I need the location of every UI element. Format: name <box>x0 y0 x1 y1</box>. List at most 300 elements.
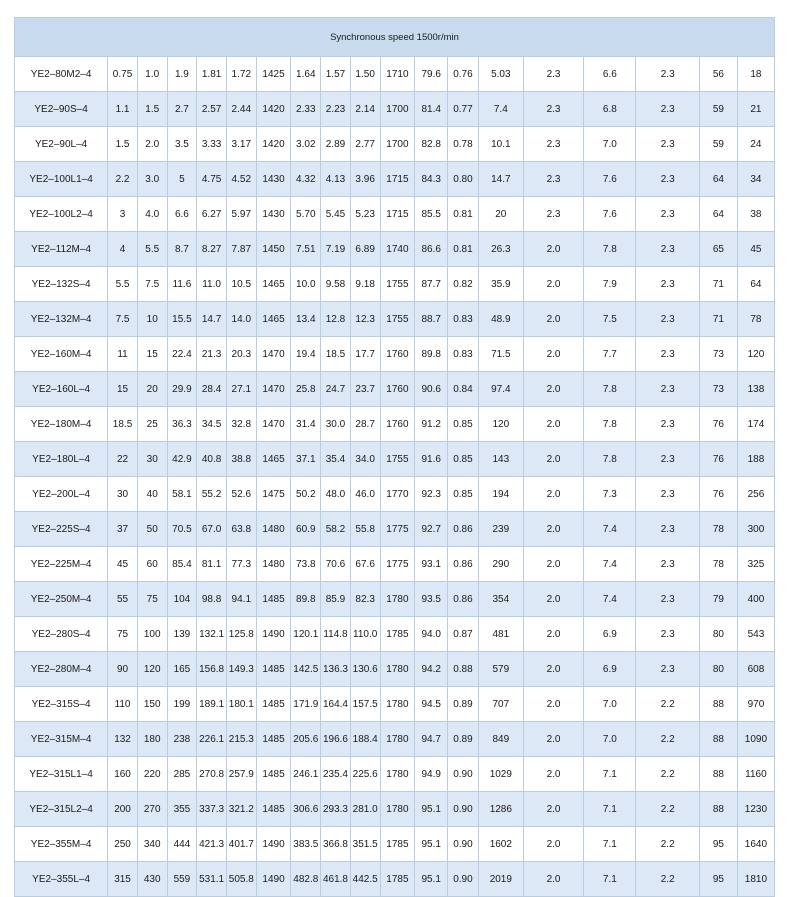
value-cell: 63.8 <box>226 512 256 547</box>
value-cell: 0.83 <box>448 302 479 337</box>
value-cell: 0.80 <box>448 162 479 197</box>
value-cell: 93.1 <box>415 547 448 582</box>
value-cell: 64 <box>699 162 737 197</box>
model-cell: YE2–280S–4 <box>15 617 108 652</box>
value-cell: 94.2 <box>415 652 448 687</box>
value-cell: 0.83 <box>448 337 479 372</box>
value-cell: 139 <box>167 617 197 652</box>
value-cell: 1450 <box>256 232 291 267</box>
value-cell: 71 <box>699 302 737 337</box>
value-cell: 1.72 <box>226 57 256 92</box>
value-cell: 2.3 <box>636 547 699 582</box>
table-row <box>15 302 775 337</box>
value-cell: 7.6 <box>584 197 636 232</box>
value-cell: 136.3 <box>321 652 351 687</box>
value-cell: 0.82 <box>448 267 479 302</box>
value-cell: 849 <box>478 722 523 757</box>
value-cell: 2.0 <box>523 582 583 617</box>
value-cell: 2.0 <box>523 617 583 652</box>
value-cell: 160 <box>108 757 138 792</box>
table-title: Synchronous speed 1500r/min <box>15 18 775 57</box>
value-cell: 1286 <box>478 792 523 827</box>
value-cell: 84.3 <box>415 162 448 197</box>
value-cell: 23.7 <box>350 372 380 407</box>
value-cell: 1470 <box>256 407 291 442</box>
table-row <box>15 757 775 792</box>
value-cell: 0.85 <box>448 477 479 512</box>
value-cell: 0.89 <box>448 722 479 757</box>
value-cell: 130.6 <box>350 652 380 687</box>
value-cell: 2.2 <box>108 162 138 197</box>
value-cell: 0.85 <box>448 407 479 442</box>
value-cell: 89.8 <box>415 337 448 372</box>
value-cell: 1810 <box>737 862 774 897</box>
model-cell: YE2–90S–4 <box>15 92 108 127</box>
value-cell: 1710 <box>380 57 415 92</box>
value-cell: 71.5 <box>478 337 523 372</box>
value-cell: 2.3 <box>636 582 699 617</box>
value-cell: 37.1 <box>291 442 321 477</box>
value-cell: 531.1 <box>197 862 227 897</box>
model-cell: YE2–90L–4 <box>15 127 108 162</box>
value-cell: 35.4 <box>321 442 351 477</box>
value-cell: 0.78 <box>448 127 479 162</box>
value-cell: 82.3 <box>350 582 380 617</box>
value-cell: 132.1 <box>197 617 227 652</box>
value-cell: 0.89 <box>448 687 479 722</box>
value-cell: 174 <box>737 407 774 442</box>
value-cell: 42.9 <box>167 442 197 477</box>
value-cell: 2.0 <box>523 512 583 547</box>
value-cell: 0.86 <box>448 512 479 547</box>
value-cell: 94.5 <box>415 687 448 722</box>
value-cell: 37 <box>108 512 138 547</box>
value-cell: 2.3 <box>636 477 699 512</box>
value-cell: 355 <box>167 792 197 827</box>
value-cell: 205.6 <box>291 722 321 757</box>
value-cell: 1485 <box>256 757 291 792</box>
value-cell: 1755 <box>380 442 415 477</box>
value-cell: 0.84 <box>448 372 479 407</box>
table-row <box>15 652 775 687</box>
value-cell: 143 <box>478 442 523 477</box>
table-row <box>15 232 775 267</box>
value-cell: 20.3 <box>226 337 256 372</box>
value-cell: 306.6 <box>291 792 321 827</box>
value-cell: 2.3 <box>636 232 699 267</box>
value-cell: 94.7 <box>415 722 448 757</box>
value-cell: 34.5 <box>197 407 227 442</box>
value-cell: 60.9 <box>291 512 321 547</box>
value-cell: 4.32 <box>291 162 321 197</box>
value-cell: 120 <box>737 337 774 372</box>
value-cell: 1715 <box>380 162 415 197</box>
table-row <box>15 162 775 197</box>
table-row <box>15 267 775 302</box>
value-cell: 1785 <box>380 862 415 897</box>
value-cell: 7.6 <box>584 162 636 197</box>
value-cell: 7.87 <box>226 232 256 267</box>
value-cell: 354 <box>478 582 523 617</box>
value-cell: 1785 <box>380 617 415 652</box>
value-cell: 6.9 <box>584 652 636 687</box>
value-cell: 7.7 <box>584 337 636 372</box>
value-cell: 5.03 <box>478 57 523 92</box>
table-body <box>15 57 775 897</box>
value-cell: 290 <box>478 547 523 582</box>
value-cell: 22 <box>108 442 138 477</box>
value-cell: 7.51 <box>291 232 321 267</box>
value-cell: 80 <box>699 652 737 687</box>
table-row <box>15 407 775 442</box>
value-cell: 2.3 <box>636 57 699 92</box>
value-cell: 196.6 <box>321 722 351 757</box>
value-cell: 2.3 <box>636 407 699 442</box>
value-cell: 58.2 <box>321 512 351 547</box>
value-cell: 14.7 <box>197 302 227 337</box>
model-cell: YE2–180M–4 <box>15 407 108 442</box>
value-cell: 1090 <box>737 722 774 757</box>
value-cell: 65 <box>699 232 737 267</box>
value-cell: 2.3 <box>636 127 699 162</box>
value-cell: 366.8 <box>321 827 351 862</box>
value-cell: 3 <box>108 197 138 232</box>
value-cell: 238 <box>167 722 197 757</box>
value-cell: 52.6 <box>226 477 256 512</box>
value-cell: 14.7 <box>478 162 523 197</box>
value-cell: 0.90 <box>448 862 479 897</box>
value-cell: 1760 <box>380 337 415 372</box>
value-cell: 481 <box>478 617 523 652</box>
value-cell: 91.6 <box>415 442 448 477</box>
value-cell: 2.0 <box>523 337 583 372</box>
value-cell: 281.0 <box>350 792 380 827</box>
table-row <box>15 862 775 897</box>
value-cell: 80 <box>699 617 737 652</box>
value-cell: 2.2 <box>636 862 699 897</box>
value-cell: 1780 <box>380 582 415 617</box>
value-cell: 125.8 <box>226 617 256 652</box>
value-cell: 325 <box>737 547 774 582</box>
value-cell: 92.3 <box>415 477 448 512</box>
value-cell: 7.1 <box>584 792 636 827</box>
value-cell: 2.3 <box>636 372 699 407</box>
value-cell: 7.5 <box>137 267 167 302</box>
value-cell: 165 <box>167 652 197 687</box>
value-cell: 142.5 <box>291 652 321 687</box>
value-cell: 75 <box>137 582 167 617</box>
value-cell: 194 <box>478 477 523 512</box>
value-cell: 505.8 <box>226 862 256 897</box>
value-cell: 149.3 <box>226 652 256 687</box>
value-cell: 95.1 <box>415 827 448 862</box>
value-cell: 2019 <box>478 862 523 897</box>
value-cell: 7.8 <box>584 232 636 267</box>
value-cell: 180.1 <box>226 687 256 722</box>
value-cell: 73.8 <box>291 547 321 582</box>
value-cell: 1760 <box>380 407 415 442</box>
value-cell: 97.4 <box>478 372 523 407</box>
value-cell: 7.4 <box>478 92 523 127</box>
value-cell: 9.58 <box>321 267 351 302</box>
value-cell: 10.0 <box>291 267 321 302</box>
value-cell: 1780 <box>380 757 415 792</box>
value-cell: 64 <box>737 267 774 302</box>
value-cell: 1485 <box>256 652 291 687</box>
value-cell: 76 <box>699 477 737 512</box>
table-row <box>15 512 775 547</box>
table-row <box>15 477 775 512</box>
value-cell: 970 <box>737 687 774 722</box>
value-cell: 0.81 <box>448 197 479 232</box>
value-cell: 59 <box>699 92 737 127</box>
value-cell: 2.23 <box>321 92 351 127</box>
value-cell: 50.2 <box>291 477 321 512</box>
value-cell: 156.8 <box>197 652 227 687</box>
value-cell: 104 <box>167 582 197 617</box>
value-cell: 1.5 <box>108 127 138 162</box>
value-cell: 77.3 <box>226 547 256 582</box>
value-cell: 13.4 <box>291 302 321 337</box>
value-cell: 1490 <box>256 862 291 897</box>
value-cell: 7.1 <box>584 827 636 862</box>
value-cell: 200 <box>108 792 138 827</box>
value-cell: 608 <box>737 652 774 687</box>
value-cell: 2.77 <box>350 127 380 162</box>
value-cell: 351.5 <box>350 827 380 862</box>
value-cell: 4.52 <box>226 162 256 197</box>
value-cell: 2.0 <box>523 652 583 687</box>
value-cell: 45 <box>108 547 138 582</box>
value-cell: 5.70 <box>291 197 321 232</box>
value-cell: 2.0 <box>523 722 583 757</box>
value-cell: 337.3 <box>197 792 227 827</box>
value-cell: 94.1 <box>226 582 256 617</box>
model-cell: YE2–355M–4 <box>15 827 108 862</box>
value-cell: 235.4 <box>321 757 351 792</box>
value-cell: 1775 <box>380 547 415 582</box>
value-cell: 31.4 <box>291 407 321 442</box>
value-cell: 2.0 <box>523 792 583 827</box>
value-cell: 0.90 <box>448 792 479 827</box>
value-cell: 189.1 <box>197 687 227 722</box>
value-cell: 1490 <box>256 827 291 862</box>
value-cell: 6.6 <box>584 57 636 92</box>
value-cell: 3.33 <box>197 127 227 162</box>
model-cell: YE2–132M–4 <box>15 302 108 337</box>
value-cell: 215.3 <box>226 722 256 757</box>
value-cell: 257.9 <box>226 757 256 792</box>
value-cell: 7.1 <box>584 757 636 792</box>
value-cell: 0.90 <box>448 757 479 792</box>
table-row <box>15 547 775 582</box>
value-cell: 17.7 <box>350 337 380 372</box>
value-cell: 4 <box>108 232 138 267</box>
value-cell: 2.0 <box>523 372 583 407</box>
value-cell: 7.0 <box>584 127 636 162</box>
value-cell: 10.5 <box>226 267 256 302</box>
value-cell: 78 <box>699 547 737 582</box>
value-cell: 2.2 <box>636 792 699 827</box>
value-cell: 1230 <box>737 792 774 827</box>
value-cell: 79 <box>699 582 737 617</box>
table-row <box>15 792 775 827</box>
value-cell: 24 <box>737 127 774 162</box>
value-cell: 461.8 <box>321 862 351 897</box>
model-cell: YE2–315L1–4 <box>15 757 108 792</box>
value-cell: 1485 <box>256 792 291 827</box>
value-cell: 1420 <box>256 92 291 127</box>
value-cell: 1480 <box>256 512 291 547</box>
value-cell: 543 <box>737 617 774 652</box>
value-cell: 7.8 <box>584 372 636 407</box>
model-cell: YE2–80M2–4 <box>15 57 108 92</box>
value-cell: 48.0 <box>321 477 351 512</box>
value-cell: 95 <box>699 827 737 862</box>
value-cell: 1700 <box>380 127 415 162</box>
value-cell: 2.14 <box>350 92 380 127</box>
value-cell: 34 <box>737 162 774 197</box>
value-cell: 340 <box>137 827 167 862</box>
value-cell: 0.86 <box>448 547 479 582</box>
value-cell: 220 <box>137 757 167 792</box>
value-cell: 110 <box>108 687 138 722</box>
value-cell: 1465 <box>256 442 291 477</box>
table-row <box>15 582 775 617</box>
value-cell: 2.57 <box>197 92 227 127</box>
value-cell: 22.4 <box>167 337 197 372</box>
value-cell: 1602 <box>478 827 523 862</box>
value-cell: 95.1 <box>415 862 448 897</box>
value-cell: 88 <box>699 687 737 722</box>
value-cell: 1475 <box>256 477 291 512</box>
model-cell: YE2–315S–4 <box>15 687 108 722</box>
value-cell: 1.0 <box>137 57 167 92</box>
value-cell: 2.3 <box>523 92 583 127</box>
value-cell: 1.9 <box>167 57 197 92</box>
value-cell: 30 <box>108 477 138 512</box>
value-cell: 1480 <box>256 547 291 582</box>
value-cell: 10 <box>137 302 167 337</box>
value-cell: 45 <box>737 232 774 267</box>
value-cell: 2.0 <box>523 862 583 897</box>
value-cell: 6.9 <box>584 617 636 652</box>
table-row <box>15 57 775 92</box>
value-cell: 120 <box>478 407 523 442</box>
value-cell: 157.5 <box>350 687 380 722</box>
value-cell: 2.3 <box>636 512 699 547</box>
table-row <box>15 92 775 127</box>
value-cell: 482.8 <box>291 862 321 897</box>
value-cell: 11.6 <box>167 267 197 302</box>
value-cell: 579 <box>478 652 523 687</box>
value-cell: 293.3 <box>321 792 351 827</box>
value-cell: 70.6 <box>321 547 351 582</box>
value-cell: 56 <box>699 57 737 92</box>
value-cell: 6.89 <box>350 232 380 267</box>
value-cell: 8.7 <box>167 232 197 267</box>
value-cell: 3.96 <box>350 162 380 197</box>
value-cell: 138 <box>737 372 774 407</box>
value-cell: 27.1 <box>226 372 256 407</box>
value-cell: 321.2 <box>226 792 256 827</box>
value-cell: 2.3 <box>523 197 583 232</box>
value-cell: 1700 <box>380 92 415 127</box>
value-cell: 270.8 <box>197 757 227 792</box>
value-cell: 5.97 <box>226 197 256 232</box>
value-cell: 1490 <box>256 617 291 652</box>
value-cell: 82.8 <box>415 127 448 162</box>
value-cell: 1715 <box>380 197 415 232</box>
value-cell: 18.5 <box>321 337 351 372</box>
value-cell: 2.0 <box>523 547 583 582</box>
value-cell: 25 <box>137 407 167 442</box>
model-cell: YE2–250M–4 <box>15 582 108 617</box>
value-cell: 11.0 <box>197 267 227 302</box>
value-cell: 1420 <box>256 127 291 162</box>
model-cell: YE2–132S–4 <box>15 267 108 302</box>
value-cell: 95.1 <box>415 792 448 827</box>
value-cell: 1.50 <box>350 57 380 92</box>
value-cell: 1775 <box>380 512 415 547</box>
value-cell: 2.0 <box>523 232 583 267</box>
value-cell: 1740 <box>380 232 415 267</box>
value-cell: 2.0 <box>523 477 583 512</box>
model-cell: YE2–160L–4 <box>15 372 108 407</box>
value-cell: 421.3 <box>197 827 227 862</box>
value-cell: 2.3 <box>636 267 699 302</box>
value-cell: 5.23 <box>350 197 380 232</box>
value-cell: 2.3 <box>636 652 699 687</box>
value-cell: 5.5 <box>108 267 138 302</box>
value-cell: 28.7 <box>350 407 380 442</box>
model-cell: YE2–180L–4 <box>15 442 108 477</box>
value-cell: 1470 <box>256 337 291 372</box>
model-cell: YE2–225M–4 <box>15 547 108 582</box>
value-cell: 38.8 <box>226 442 256 477</box>
value-cell: 67.0 <box>197 512 227 547</box>
value-cell: 1430 <box>256 162 291 197</box>
table-row <box>15 722 775 757</box>
value-cell: 1.81 <box>197 57 227 92</box>
header-row <box>15 18 775 57</box>
value-cell: 1029 <box>478 757 523 792</box>
value-cell: 85.4 <box>167 547 197 582</box>
value-cell: 11 <box>108 337 138 372</box>
value-cell: 2.3 <box>636 197 699 232</box>
value-cell: 30.0 <box>321 407 351 442</box>
model-cell: YE2–280M–4 <box>15 652 108 687</box>
value-cell: 85.9 <box>321 582 351 617</box>
value-cell: 188 <box>737 442 774 477</box>
table-row <box>15 442 775 477</box>
value-cell: 0.86 <box>448 582 479 617</box>
value-cell: 38 <box>737 197 774 232</box>
value-cell: 401.7 <box>226 827 256 862</box>
table-row <box>15 337 775 372</box>
value-cell: 1425 <box>256 57 291 92</box>
value-cell: 4.75 <box>197 162 227 197</box>
value-cell: 9.18 <box>350 267 380 302</box>
value-cell: 1755 <box>380 302 415 337</box>
value-cell: 7.5 <box>108 302 138 337</box>
value-cell: 64 <box>699 197 737 232</box>
value-cell: 3.02 <box>291 127 321 162</box>
value-cell: 1785 <box>380 827 415 862</box>
value-cell: 76 <box>699 407 737 442</box>
model-cell: YE2–100L1–4 <box>15 162 108 197</box>
table-row <box>15 687 775 722</box>
